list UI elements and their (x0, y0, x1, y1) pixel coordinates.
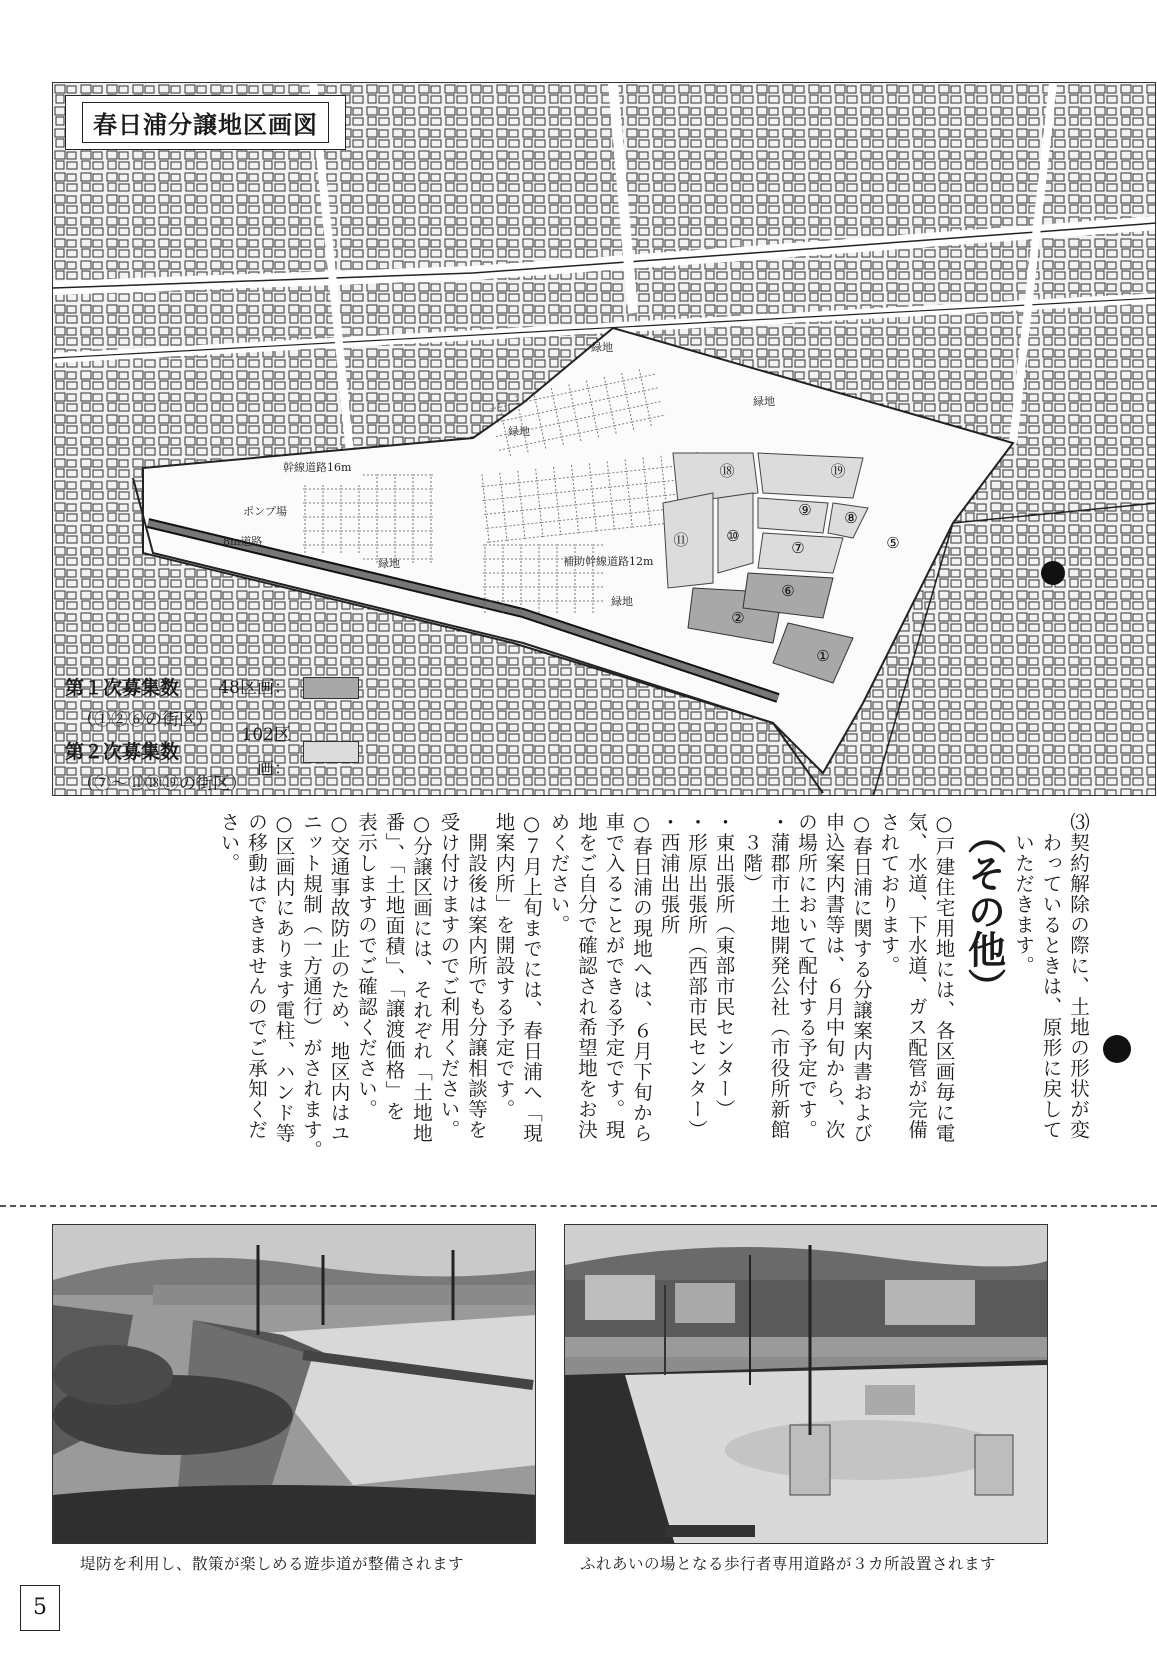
section-divider (0, 1205, 1157, 1207)
text-column: 地をご自分で確認され希望地をお決 (575, 812, 598, 1140)
text-column: ○戸建住宅用地には、各区画毎に電 (932, 812, 956, 1144)
text-column: めください。 (547, 812, 571, 935)
text-column: 開設後は案内所でも分譲相談等を (465, 812, 488, 1140)
block-label: ⑥ (781, 582, 795, 600)
text-column: 車で入ることができる予定です。現 (602, 812, 626, 1140)
text-column: いただきます。 (1012, 812, 1035, 976)
punch-hole-mark (1103, 1035, 1131, 1063)
road-label: 幹線道路16m (283, 461, 352, 474)
text-column: ○春日浦に関する分譲案内書および (850, 812, 873, 1144)
road-label: 補助幹線道路12m (563, 555, 654, 568)
legend-count: 102区画： (241, 725, 291, 779)
text-column: 受け付けますのでご利用ください。 (437, 812, 461, 1140)
section-heading: （その他） (961, 816, 1006, 1006)
block-label: ⑨ (798, 501, 812, 519)
block-label: ① (816, 647, 830, 665)
photo-pedestrian-road (564, 1224, 1048, 1544)
legend-note: （①②⑥の街区） (77, 710, 213, 730)
greenery-label: 緑地 (508, 425, 530, 438)
greenery-label: 緑地 (753, 395, 775, 408)
map-title (65, 95, 346, 150)
legend-count: 48区画： (218, 678, 291, 698)
body-text (52, 812, 1092, 1184)
text-column: ・西浦出張所 (657, 812, 681, 935)
text-column: の場所において配付する予定です。 (795, 812, 818, 1140)
greenery-label: 緑地 (378, 557, 400, 570)
greenery-label: 緑地 (611, 595, 633, 608)
text-column: ・蒲郡市土地開発公社（市役所新館 (767, 812, 791, 1140)
text-column: ・東出張所（東部市民センター） (712, 812, 736, 1120)
text-column: 地案内所」を開設する予定です。 (492, 812, 516, 1120)
text-column: ○春日浦の現地へは、６月下旬から (630, 812, 653, 1144)
text-column: さい。 (217, 812, 241, 874)
block-label: ⑲ (830, 462, 846, 480)
map-legend (65, 671, 405, 796)
legend-note: （⑦〜⑪⑱⑲の街区） (77, 774, 247, 794)
legend-row-second (65, 725, 405, 779)
photo-caption-right: ふれあいの場となる歩行者専用道路が３カ所設置されます (580, 1555, 997, 1573)
text-column: されております。 (877, 812, 901, 976)
text-column: ○交通事故防止のため、地区内はユ (327, 812, 351, 1144)
block-label: ⑤ (886, 534, 900, 552)
text-column: ３階） (740, 812, 763, 894)
greenery-label: 緑地 (591, 341, 613, 354)
text-column: 番」、「土地面積」、「譲渡価格」を (382, 812, 406, 1122)
legend-label: 第２次募集数 (65, 741, 180, 763)
text-column: ・形原出張所（西部市民センター） (685, 812, 708, 1140)
legend-swatch-light (303, 741, 359, 763)
photo-caption-left: 堤防を利用し、散策が楽しめる遊歩道が整備されます (80, 1555, 465, 1573)
road-label: 8m道路 (223, 535, 263, 548)
pump-station-label: ポンプ場 (243, 505, 287, 518)
text-column: の移動はできませんのでご承知くだ (245, 812, 268, 1140)
text-column: ○区画内にあります電柱、ハンド等 (272, 812, 296, 1144)
block-label: ⑦ (791, 539, 805, 557)
text-column: ニット規制（一方通行）がされます。 (300, 812, 323, 1161)
block-label: ⑪ (673, 531, 689, 549)
text-column: 申込案内書等は、６月中旬から、次 (822, 812, 846, 1140)
text-column: わっているときは、原形に戻して (1039, 812, 1063, 1140)
legend-label: 第１次募集数 (65, 677, 180, 699)
block-label: ⑩ (726, 527, 740, 545)
district-map (52, 82, 1156, 796)
block-label: ② (731, 609, 745, 627)
photo-promenade (52, 1224, 536, 1544)
text-column: ⑶契約解除の際に、土地の形状が変 (1067, 812, 1090, 1140)
map-title-text: 春日浦分譲地区画図 (82, 102, 329, 143)
legend-row-first (65, 671, 405, 705)
text-column: ○分譲区画には、それぞれ「土地地 (410, 812, 433, 1144)
text-column: ○７月上旬までには、春日浦へ「現 (520, 812, 543, 1144)
block-label: ⑧ (844, 509, 858, 527)
text-column: 気、水道、下水道、ガス配管が完備 (905, 812, 928, 1140)
page-number: 5 (20, 1585, 60, 1631)
legend-swatch-dark (303, 677, 359, 699)
block-label: ⑱ (719, 462, 735, 480)
text-column: 表示しますのでご確認ください。 (355, 812, 378, 1120)
